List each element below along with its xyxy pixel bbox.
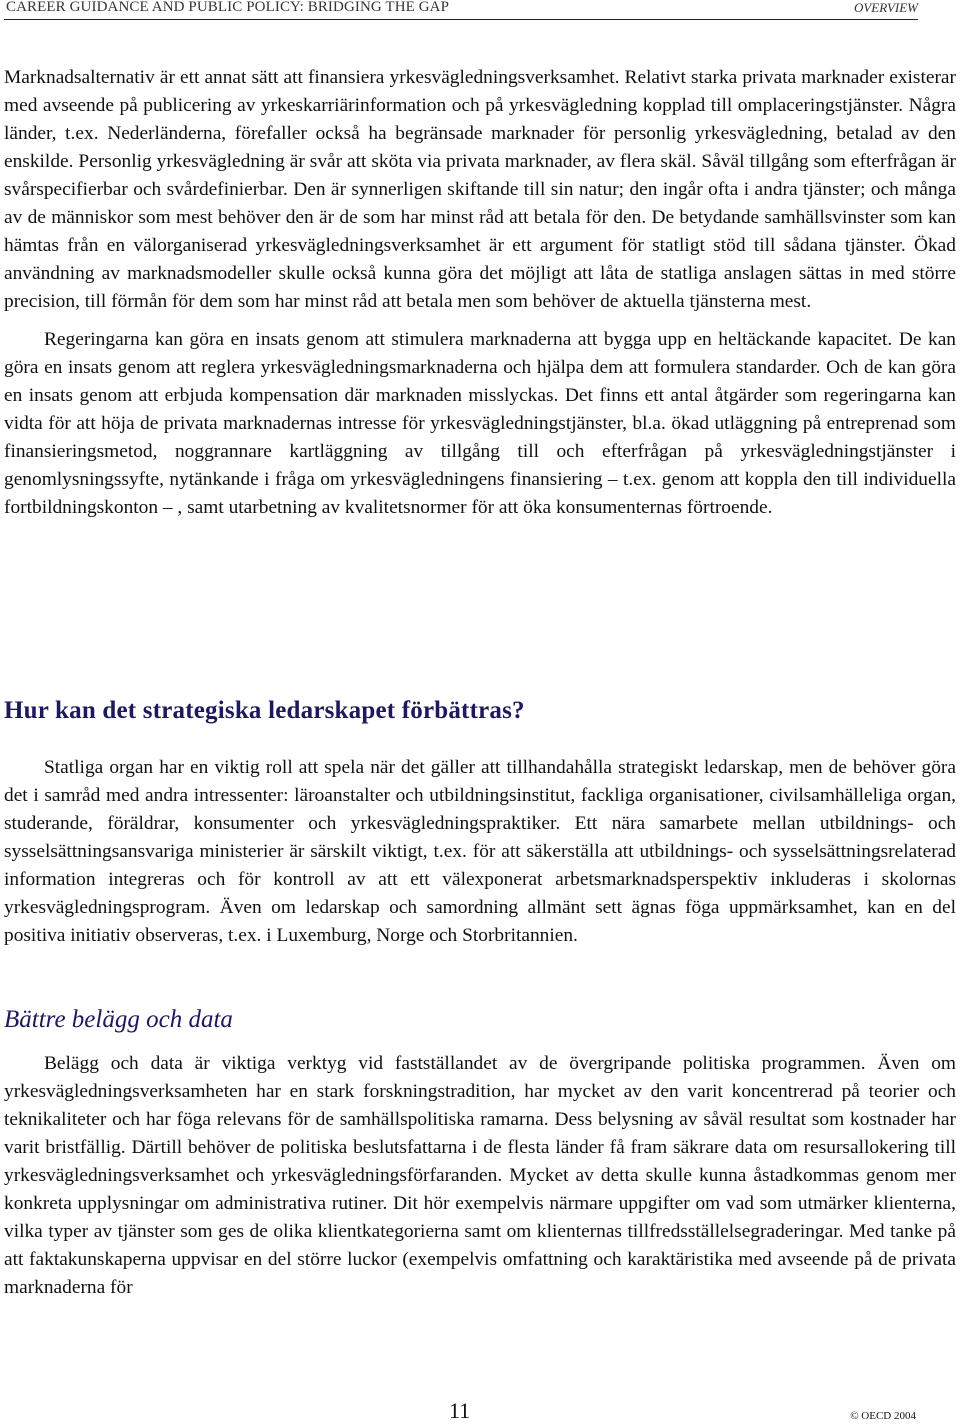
page-number: 11 xyxy=(449,1398,471,1423)
leadership-text-block xyxy=(4,754,956,950)
paragraph-evidence: Belägg och data är viktiga verktyg vid fastställandet av de övergripande politiska programmen. Även om yrkesvägledningsverksamheten har en stark forskningstradition, har mycket av den varit koncentrerad på teorier och teknikaliteter och har föga relevans för de samhällspolitiska ramarna. Dess belysning av såväl resultat som kostnader har varit bristfällig. Därtill behöver de politiska beslutsfattarna i de flesta länder få fram säkrare data om resursallokering till yrkesvägledningsverksamhet och yrkesvägledningsförfaranden. Mycket av detta skulle kunna åstadkommas genom mer konkreta upplysningar om administrativa rutiner. Dit hör exempelvis närmare uppgifter om vad som utmärker klienterna, vilka typer av tjänster som ges de olika klientkategorierna samt om klienternas tillfredsställelsegraderingar. Med tanke på att faktakunskaperna uppvisar en del större luckor (exempelvis omfattning och karaktäristika med avseende på de privata marknaderna för xyxy=(4,1053,956,1298)
evidence-text-block xyxy=(4,1050,956,1302)
paragraph-market-alternatives: Marknadsalternativ är ett annat sätt att finansiera yrkesvägledningsverksamhet. Relativt starka privata marknader existerar med avseende på publicering av yrkeskarriärinformation och på yrkesvägledning kopplad till omplaceringstjänster. Några länder, t.ex. Nederländerna, förefaller också ha begränsade marknader för personlig yrkesvägledning, betalad av den enskilde. Personlig yrkesvägledning är svår att sköta via privata marknader, av flera skäl. Såväl tillgång som efterfrågan är svårspecifierbar och svårdefinierbar. Den är synnerligen skiftande till sin natur; den ingår ofta i andra tjänster; och många av de människor som mest behöver den är de som har minst råd att betala för den. De betydande samhällsvinster som kan hämtas från en välorganiserad yrkesvägledningsverksamhet är ett argument för statligt stöd till sådana tjänster. Ökad användning av marknadsmodeller skulle också kunna göra det möjligt att låta de statliga anslagen sättas in med större precision, till förmån för dem som har minst råd att betala men som behöver de aktuella tjänsterna mest. xyxy=(4,67,956,312)
top-text-block xyxy=(4,64,956,522)
header-section: OVERVIEW xyxy=(853,0,918,15)
header-title: CAREER GUIDANCE AND PUBLIC POLICY: BRIDGING THE GAP xyxy=(6,0,450,15)
paragraph-leadership: Statliga organ har en viktig roll att spela när det gäller att tillhandahålla strategiskt ledarskap, men de behöver göra det i samråd med andra intressenter: läroanstalter och utbildningsinstitut, fackliga organisationer, civilsamhälleliga organ, studerande, föräldrar, konsumenter och yrkesvägledningspraktiker. Ett nära samarbete mellan utbildnings- och sysselsättningsansvariga ministerier är särskilt viktigt, t.ex. för att säkerställa att utbildnings- och sysselsättningsrelaterad information integreras och för kontroll av att ett välexponerat arbetsmarknadsperspektiv inkluderas i skolornas yrkesvägledningsprogram. Även om ledarskap och samordning allmänt sett ägnas föga uppmärksamhet, kan en del positiva initiativ observeras, t.ex. i Luxemburg, Norge och Storbritannien. xyxy=(4,757,956,946)
running-header xyxy=(4,0,918,20)
section-heading: Hur kan det strategiska ledarskapet förbättras? xyxy=(4,697,525,724)
paragraph-government-role: Regeringarna kan göra en insats genom att stimulera marknaderna att bygga upp en heltäckande kapacitet. De kan göra en insats genom att reglera yrkesvägledningsmarknaderna och hjälpa dem att formulera standarder. Och de kan göra en insats genom att erbjuda kompensation där marknaden misslyckas. Det finns ett antal åtgärder som regeringarna kan vidta för att höja de privata marknadernas intresse för yrkesvägledningstjänster, bl.a. ökad utläggning på entreprenad som finansieringsmetod, noggrannare kartläggning av tillgång till och efterfrågan på yrkesvägledningstjänster i genomlysningssyfte, nytänkande i fråga om yrkesvägledningens finansiering – t.ex. genom att koppla den till individuella fortbildningskonton – , samt utarbetning av kvalitetsnormer för att öka konsumenternas förtroende. xyxy=(4,329,956,518)
copyright-notice: © OECD 2004 xyxy=(850,1410,916,1422)
subsection-heading: Bättre belägg och data xyxy=(4,1006,233,1033)
